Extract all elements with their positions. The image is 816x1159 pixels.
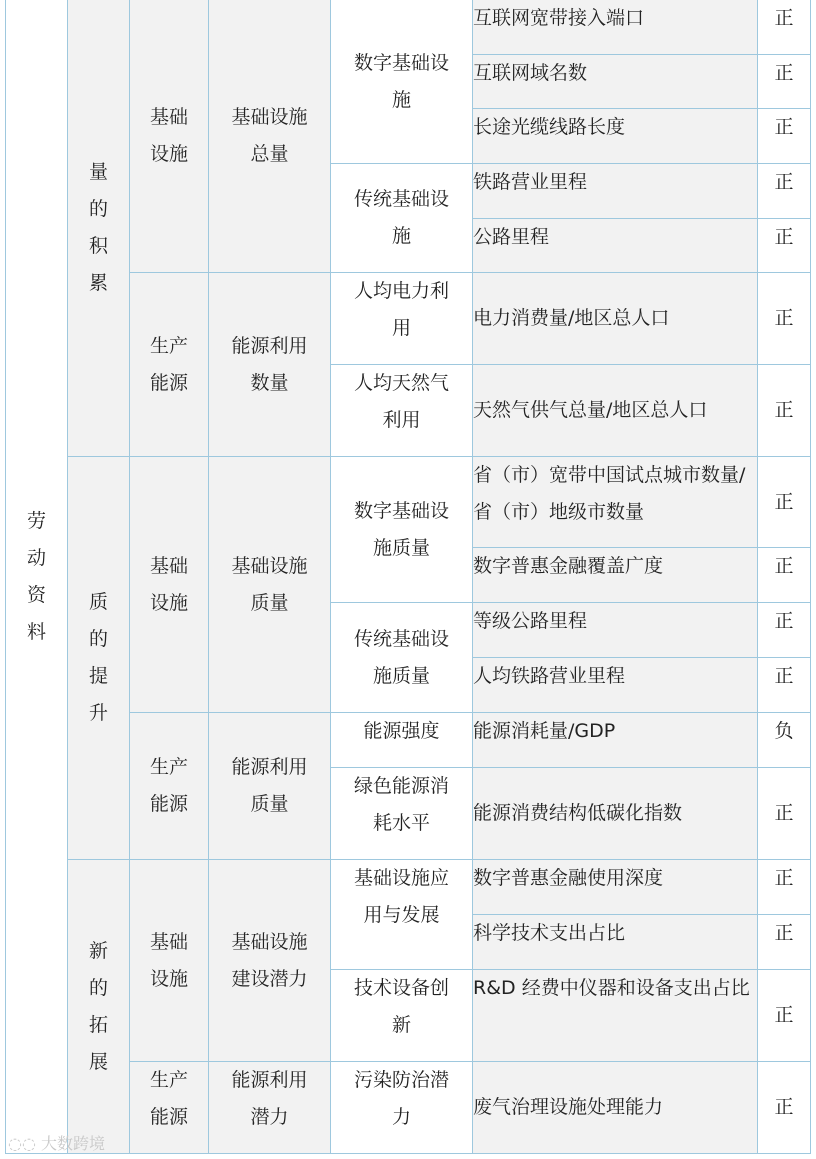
direction-cell: 负: [758, 713, 811, 768]
indicator-cell: 数字普惠金融使用深度: [473, 860, 758, 915]
dimension-label: 基础设施应用与发展: [331, 860, 473, 970]
group-label: 新的拓展: [68, 860, 130, 1154]
dimension-label: 传统基础设施质量: [331, 603, 473, 713]
direction-cell: 正: [758, 273, 811, 365]
table-row: [6, 457, 811, 548]
direction-cell: 正: [758, 164, 811, 219]
indicator-cell: 能源消费结构低碳化指数: [473, 768, 758, 860]
dimension-label: 污染防治潜力: [331, 1062, 473, 1154]
direction-cell: 正: [758, 915, 811, 970]
dimension-label: 绿色能源消耗水平: [331, 768, 473, 860]
direction-cell: 正: [758, 55, 811, 109]
direction-cell: 正: [758, 548, 811, 603]
dimension-label: 传统基础设施: [331, 164, 473, 273]
indicator-cell: 互联网宽带接入端口: [473, 0, 758, 55]
subcategory-label: 基础设施总量: [209, 0, 331, 273]
group-label: 量的积累: [68, 0, 130, 457]
indicator-cell: 电力消费量/地区总人口: [473, 273, 758, 365]
category-label: 生产能源: [130, 713, 209, 860]
subcategory-label: 能源利用数量: [209, 273, 331, 457]
dimension-label: 能源强度: [331, 713, 473, 768]
subcategory-label: 能源利用质量: [209, 713, 331, 860]
indicator-cell: 长途光缆线路长度: [473, 109, 758, 164]
indicator-cell: 天然气供气总量/地区总人口: [473, 365, 758, 457]
logo-icon: ◌◌: [8, 1134, 36, 1153]
category-label: 基础设施: [130, 0, 209, 273]
group-label: 质的提升: [68, 457, 130, 860]
direction-cell: 正: [758, 457, 811, 548]
direction-cell: 正: [758, 219, 811, 273]
table-row: [6, 0, 811, 55]
direction-cell: 正: [758, 0, 811, 55]
indicator-cell: 能源消耗量/GDP: [473, 713, 758, 768]
subcategory-label: 基础设施质量: [209, 457, 331, 713]
indicator-cell: 公路里程: [473, 219, 758, 273]
indicator-cell: 废气治理设施处理能力: [473, 1062, 758, 1154]
category-label: 基础设施: [130, 860, 209, 1062]
dimension-label: 数字基础设施: [331, 0, 473, 164]
direction-cell: 正: [758, 768, 811, 860]
subcategory-label: 基础设施建设潜力: [209, 860, 331, 1062]
indicator-cell: 人均铁路营业里程: [473, 658, 758, 713]
col1-label: 劳动资料: [6, 0, 68, 1154]
direction-cell: 正: [758, 109, 811, 164]
table-row: [6, 860, 811, 915]
category-label: 生产能源: [130, 273, 209, 457]
watermark-logo: ◌◌ 大数跨境: [8, 1134, 106, 1153]
dimension-label: 人均天然气利用: [331, 365, 473, 457]
category-label: 基础设施: [130, 457, 209, 713]
direction-cell: 正: [758, 603, 811, 658]
dimension-label: 数字基础设施质量: [331, 457, 473, 603]
direction-cell: 正: [758, 658, 811, 713]
indicator-cell: 数字普惠金融覆盖广度: [473, 548, 758, 603]
indicator-cell: R&D 经费中仪器和设备支出占比: [473, 970, 758, 1062]
indicator-cell: 互联网域名数: [473, 55, 758, 109]
indicator-cell: 省（市）宽带中国试点城市数量/省（市）地级市数量: [473, 457, 758, 548]
indicator-cell: 等级公路里程: [473, 603, 758, 658]
category-label: 生产能源: [130, 1062, 209, 1154]
direction-cell: 正: [758, 970, 811, 1062]
direction-cell: 正: [758, 860, 811, 915]
indicator-cell: 科学技术支出占比: [473, 915, 758, 970]
direction-cell: 正: [758, 365, 811, 457]
dimension-label: 人均电力利用: [331, 273, 473, 365]
dimension-label: 技术设备创新: [331, 970, 473, 1062]
subcategory-label: 能源利用潜力: [209, 1062, 331, 1154]
indicator-cell: 铁路营业里程: [473, 164, 758, 219]
direction-cell: 正: [758, 1062, 811, 1154]
indicator-table: [5, 0, 811, 1154]
